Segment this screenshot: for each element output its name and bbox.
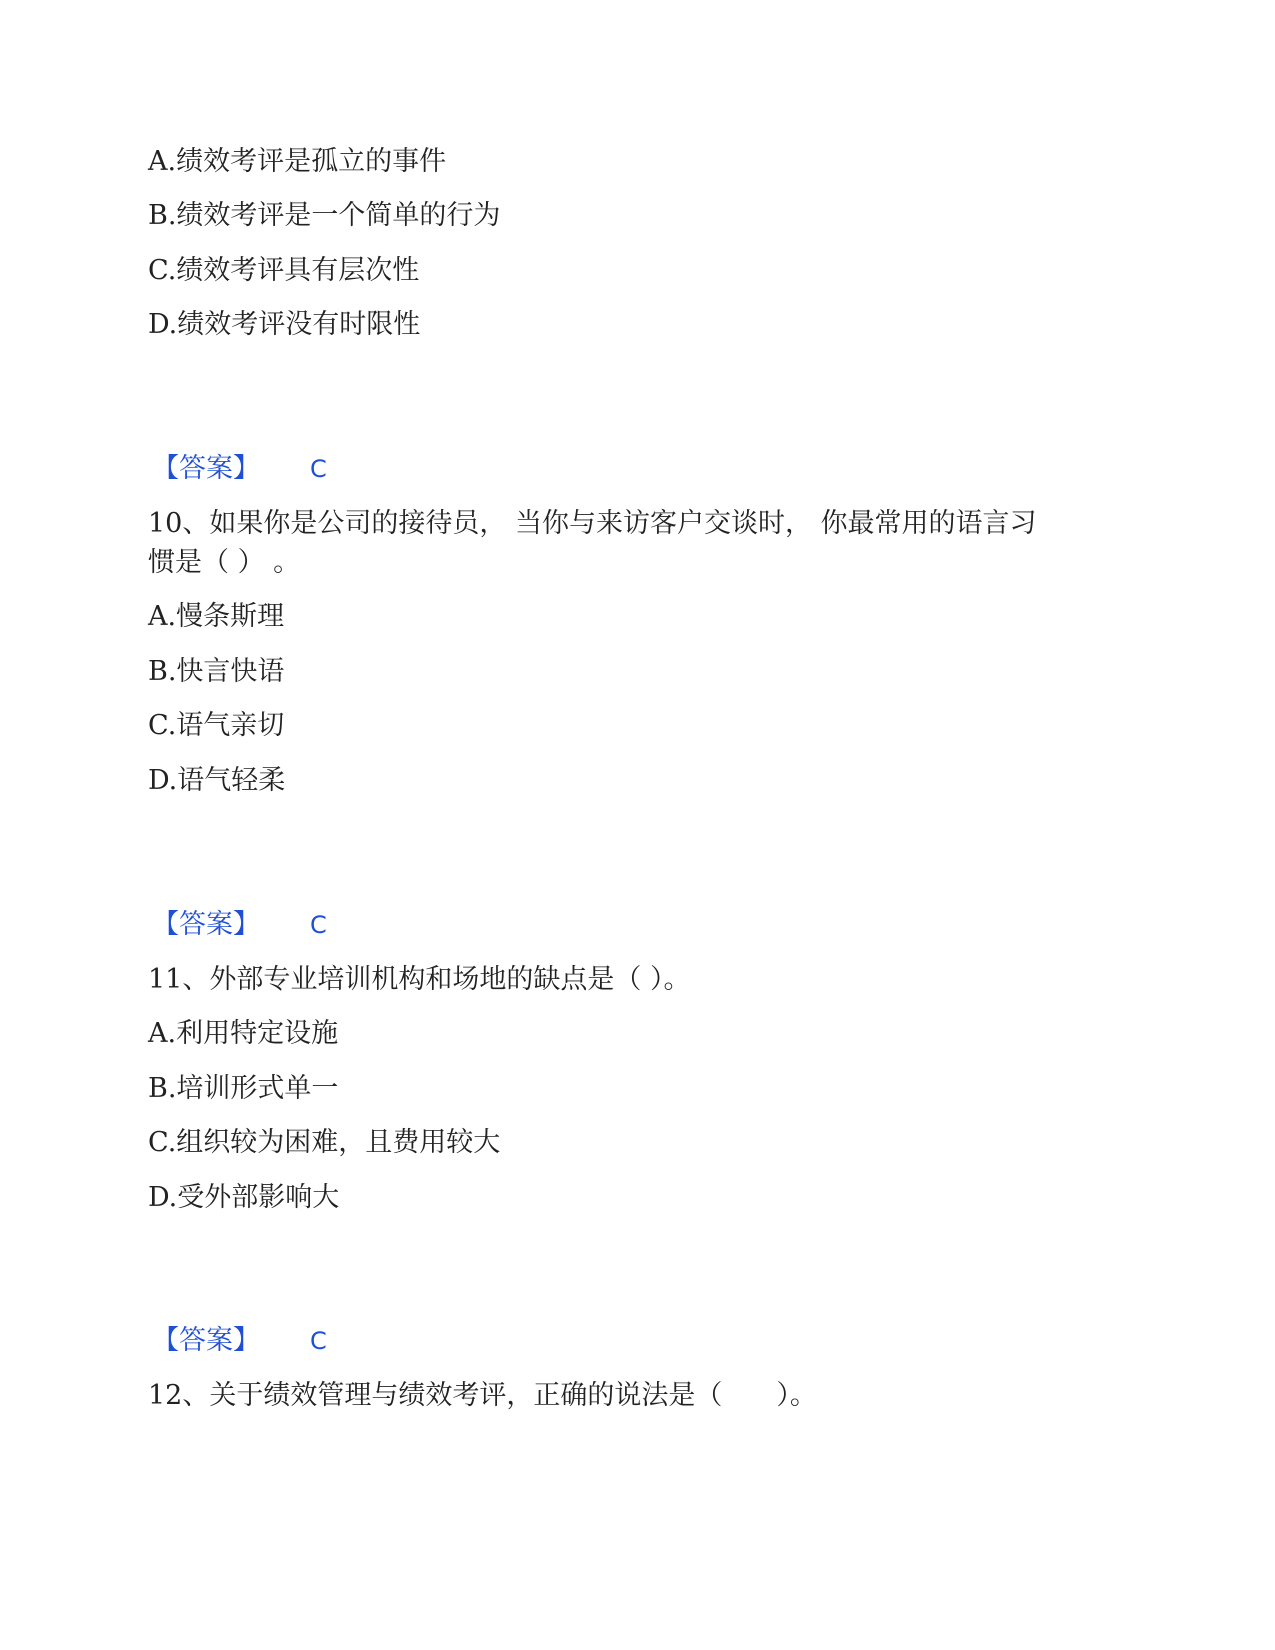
q10-answer <box>152 906 327 944</box>
answer-label: 【答案】 <box>152 1325 260 1356</box>
answer-label: 【答案】 <box>152 909 260 940</box>
q9-option-d: D.绩效考评没有时限性 <box>148 309 421 340</box>
q11-stem: 11、外部专业培训机构和场地的缺点是（ ）。 <box>148 964 691 995</box>
q11-option-d: D.受外部影响大 <box>148 1182 340 1213</box>
q9-option-c: C.绩效考评具有层次性 <box>148 255 420 286</box>
q9-option-a: A.绩效考评是孤立的事件 <box>148 146 447 177</box>
answer-label: 【答案】 <box>152 453 260 484</box>
q10-option-d: D.语气轻柔 <box>148 765 286 796</box>
q10-option-b: B.快言快语 <box>148 656 285 687</box>
q9-answer <box>152 450 327 488</box>
q11-answer <box>152 1322 327 1360</box>
q11-option-b: B.培训形式单一 <box>148 1073 339 1104</box>
q11-option-a: A.利用特定设施 <box>148 1018 339 1049</box>
q9-option-b: B.绩效考评是一个简单的行为 <box>148 200 501 231</box>
answer-value: C <box>310 1327 327 1355</box>
q12-stem: 12、关于绩效管理与绩效考评，正确的说法是（ ）。 <box>148 1380 817 1411</box>
q10-option-a: A.慢条斯理 <box>148 601 285 632</box>
q10-option-c: C.语气亲切 <box>148 710 285 741</box>
q11-option-c: C.组织较为困难，且费用较大 <box>148 1127 501 1158</box>
q10-stem-line1: 10、如果你是公司的接待员， 当你与来访客户交谈时， 你最常用的语言习 <box>148 508 1037 539</box>
answer-value: C <box>310 455 327 483</box>
answer-value: C <box>310 911 327 939</box>
q10-stem-line2: 惯是（ ） 。 <box>148 547 301 578</box>
